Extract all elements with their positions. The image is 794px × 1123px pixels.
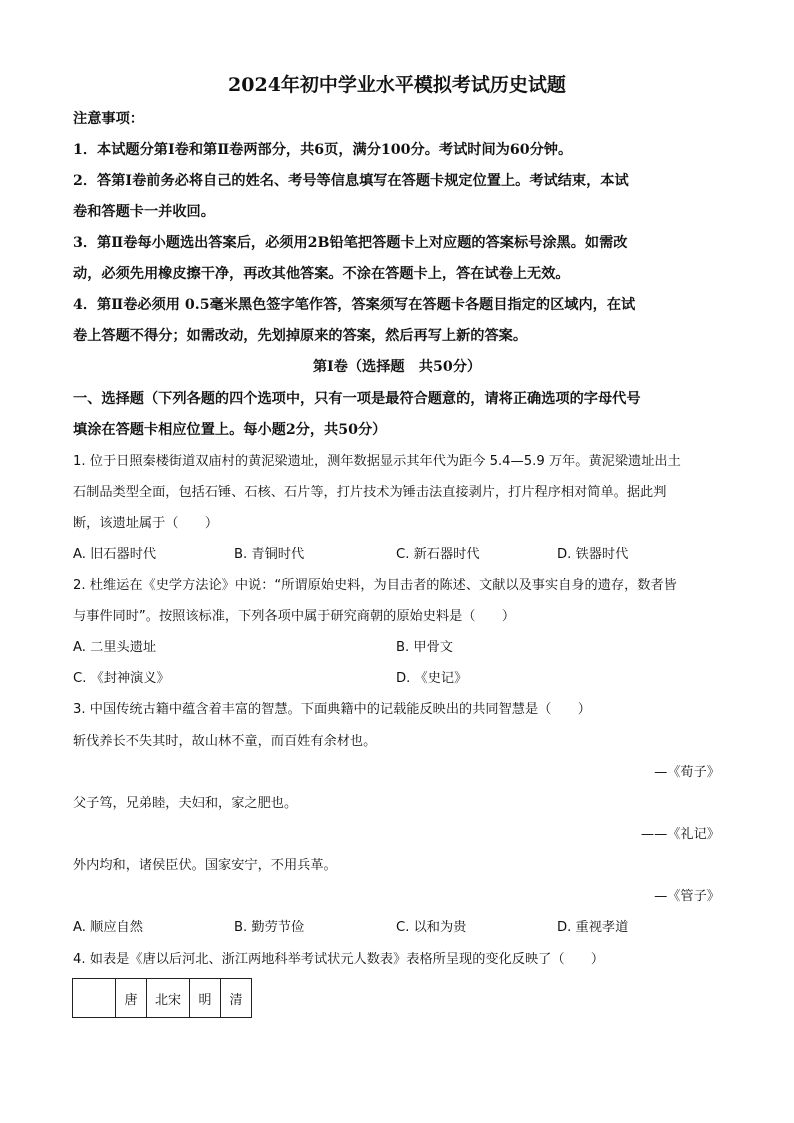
q3-quote: 斩伐养长不失其时，故山林不童，而百姓有余材也。 [73,734,377,749]
notice-heading: 注意事项： [73,111,144,127]
table-header-cell: 北宋 [147,979,190,1018]
q1-stem: 石制品类型全面，包括石锤、石核、石片等，打片技术为锤击法直接剥片，打片程序相对简单。据此判 [73,485,667,500]
q1-stem: 1. 位于日照秦楼街道双庙村的黄泥梁遗址，测年数据显示其年代为距今 5.4—5.9 万年。黄泥梁遗址出土 [73,454,681,469]
page-title: 2024年初中学业水平模拟考试历史试题 [228,74,566,96]
notice-item: 3．第Ⅱ卷每小题选出答案后，必须用2B铅笔把答题卡上对应题的答案标号涂黑。如需改 [73,235,628,251]
table-header-cell [73,979,116,1018]
notice-item: 1．本试题分第Ⅰ卷和第Ⅱ卷两部分，共6页，满分100分。考试时间为60分钟。 [73,142,573,158]
q2-option-c: C. 《封神演义》 [73,671,170,686]
q3-quote: 外内均和，诸侯臣伏。国家安宁，不用兵革。 [73,858,337,873]
q3-option-a: A. 顺应自然 [73,920,143,935]
table-header-cell: 明 [190,979,221,1018]
q2-stem: 2. 杜维运在《史学方法论》中说：“所谓原始史料，为目击者的陈述、文献以及事实自身的遗存，数者皆 [73,578,677,593]
notice-item: 动，必须先用橡皮擦干净，再改其他答案。不涂在答题卡上，答在试卷上无效。 [73,266,570,282]
q2-option-b: B. 甲骨文 [396,640,453,655]
q1-option-a: A. 旧石器时代 [73,547,157,562]
q1-option-c: C. 新石器时代 [396,547,480,562]
q3-quote-source: —《荀子》 [654,765,720,780]
table-row [73,979,252,1018]
section-instruction: 一、选择题（下列各题的四个选项中，只有一项是最符合题意的，请将正确选项的字母代号 [73,391,641,407]
q4-stem: 4. 如表是《唐以后河北、浙江两地科举考试状元人数表》表格所呈现的变化反映了（ ） [73,952,605,967]
q1-stem: 断，该遗址属于（ ） [73,516,219,531]
q3-quote: 父子笃，兄弟睦，夫妇和，家之肥也。 [73,796,298,811]
q2-option-a: A. 二里头遗址 [73,640,157,655]
section-title: 第Ⅰ卷（选择题 共50分） [312,359,482,375]
q2-option-d: D. 《史记》 [396,671,468,686]
q2-stem: 与事件同时”。按照该标准，下列各项中属于研究商朝的原始史料是（ ） [73,609,516,624]
q3-option-d: D. 重视孝道 [557,920,629,935]
notice-item: 卷上答题不得分；如需改动，先划掉原来的答案，然后再写上新的答案。 [73,328,528,344]
table-header-cell: 清 [221,979,252,1018]
q1-option-d: D. 铁器时代 [557,547,629,562]
q3-quote-source: —《管子》 [654,889,720,904]
q1-option-b: B. 青铜时代 [234,547,305,562]
q3-quote-source: ——《礼记》 [640,827,720,842]
section-instruction: 填涂在答题卡相应位置上。每小题2分，共50分） [73,422,387,438]
q3-option-c: C. 以和为贵 [396,920,467,935]
notice-item: 4．第Ⅱ卷必须用 0.5毫米黑色签字笔作答，答案须写在答题卡各题目指定的区域内，在试 [73,297,636,313]
q3-stem: 3. 中国传统古籍中蕴含着丰富的智慧。下面典籍中的记载能反映出的共同智慧是（ ） [73,702,591,717]
notice-item: 2．答第Ⅰ卷前务必将自己的姓名、考号等信息填写在答题卡规定位置上。考试结束，本试 [73,173,629,189]
q4-table [72,978,252,1018]
notice-item: 卷和答题卡一并收回。 [73,204,215,220]
table-header-cell: 唐 [116,979,147,1018]
q3-option-b: B. 勤劳节俭 [234,920,305,935]
